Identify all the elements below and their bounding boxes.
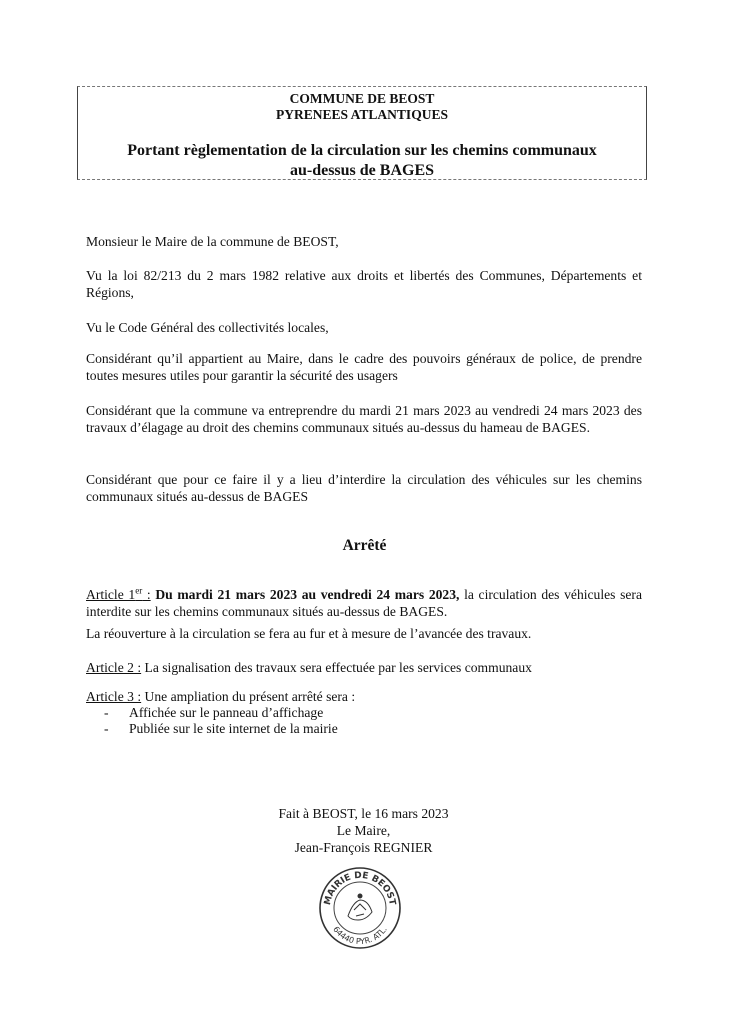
article-3-label: Article 3 : <box>86 689 142 704</box>
article-1-reopening: La réouverture à la circulation se fera au fur et à mesure de l’avancée des travaux. <box>86 626 532 641</box>
article-3-text: Une ampliation du présent arrêté sera : <box>141 689 356 704</box>
list-item <box>104 705 338 721</box>
svg-text:MAIRIE DE BEOST <box>323 871 397 907</box>
preamble-law: Vu la loi 82/213 du 2 mars 1982 relative aux droits et libertés des Communes, Départements et Régions, <box>86 268 642 300</box>
commune-name: COMMUNE DE BEOST <box>289 91 435 106</box>
article-1 <box>86 586 642 620</box>
preamble-considering-works: Considérant que la commune va entreprendre du mardi 21 mars 2023 au vendredi 24 mars 2023 des travaux d’élagage au droit des chemins communaux situés au-dessus du hameau de BAGES. <box>86 403 642 435</box>
mairie-stamp <box>318 866 402 950</box>
region-name: PYRENEES ATLANTIQUES <box>276 107 448 122</box>
signature-name: Jean-François REGNIER <box>294 840 433 855</box>
signature-block <box>0 805 729 856</box>
article-1-label <box>86 587 151 602</box>
preamble-considering-traffic: Considérant que pour ce faire il y a lieu d’interdire la circulation des véhicules sur les chemins communaux situés au-dessus de BAGES <box>86 472 642 504</box>
article-1-text: la circulation des véhicules sera interdite sur les chemins communaux situés au-dessus de BAGES. <box>86 587 642 619</box>
signature-role: Le Maire, <box>336 823 391 838</box>
article-3 <box>86 688 642 705</box>
list-item <box>104 721 338 737</box>
stamp-bottom-text: 64440 PYR. ATL. <box>331 924 389 947</box>
preamble-mayor: Monsieur le Maire de la commune de BEOST, <box>86 234 339 249</box>
article-2 <box>86 659 642 676</box>
list-item-text: Affichée sur le panneau d’affichage <box>129 705 324 720</box>
article-3-list <box>104 705 338 737</box>
header-box <box>77 86 647 180</box>
document-title-line2: au-dessus de BAGES <box>289 162 435 179</box>
signature-place-date: Fait à BEOST, le 16 mars 2023 <box>278 806 449 821</box>
list-dash: - <box>104 705 109 720</box>
document-title-line1: Portant règlementation de la circulation sur les chemins communaux <box>127 142 597 159</box>
article-2-label: Article 2 : <box>86 660 142 675</box>
stamp-emblem-icon <box>348 894 372 920</box>
article-2-text: La signalisation des travaux sera effectuée par les services communaux <box>141 660 532 675</box>
preamble-considering-police: Considérant qu’il appartient au Maire, dans le cadre des pouvoirs généraux de police, de prendre toutes mesures utiles pour garantir la sécurité des usagers <box>86 351 642 383</box>
list-item-text: Publiée sur le site internet de la mairie <box>129 721 338 736</box>
arrete-heading: Arrêté <box>342 537 387 554</box>
stamp-top-text: MAIRIE DE BEOST <box>322 870 397 907</box>
list-dash: - <box>104 721 109 736</box>
article-1-label-sup: er <box>135 585 143 596</box>
article-1-label-text: Article 1 <box>86 587 136 602</box>
article-1-label-colon: : <box>142 587 151 602</box>
preamble-code: Vu le Code Général des collectivités locales, <box>86 320 329 335</box>
article-1-dates: Du mardi 21 mars 2023 au vendredi 24 mars 2023, <box>155 587 460 602</box>
